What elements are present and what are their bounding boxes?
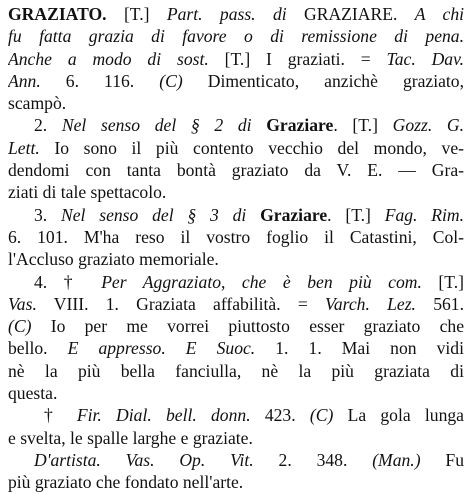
text-segment: D'artista. Vas. Op. Vit. [34, 449, 254, 470]
entry-line [8, 315, 464, 337]
entry-line [8, 25, 464, 47]
entry-line [8, 449, 464, 471]
text-segment: (C) [159, 70, 183, 91]
text-segment: GRAZIATO. [8, 4, 107, 24]
text-segment: Gozz. G. [392, 115, 464, 136]
text-segment: (C) [8, 316, 32, 337]
entry-line [8, 226, 464, 248]
text-segment: E appresso. E Suoc. [67, 338, 256, 359]
text-segment: 1. 1. Mai non vidi [255, 338, 464, 359]
entry-line [8, 427, 464, 449]
text-segment: GRAZIARE [304, 4, 393, 24]
text-segment: questa. [8, 383, 58, 404]
text-segment: 3. [34, 204, 61, 225]
text-segment: di [255, 4, 304, 24]
text-segment: Io per me vorrei piuttosto esser graziato che [31, 316, 464, 337]
text-segment: dendomi con tanta bontà graziato da V. E. — Gra- [8, 160, 464, 181]
text-segment: ziati di tale spettacolo. [8, 182, 167, 203]
text-segment: (C) [309, 405, 334, 426]
text-segment: Per Aggraziato, che è ben più com. [101, 271, 422, 292]
text-segment: Nel senso del § 3 di [61, 204, 261, 225]
entry-line [8, 382, 464, 404]
text-segment: Dimenticato, anzichè graziato, [182, 70, 464, 91]
entry-line [8, 271, 464, 293]
text-segment: . [T.] [333, 115, 393, 136]
text-segment: . [392, 4, 415, 24]
text-segment: 561. [415, 293, 464, 314]
text-segment: . [T.] [327, 204, 385, 225]
text-segment: La gola lunga [333, 405, 464, 426]
text-segment: [T.] [421, 271, 464, 292]
entry-line [8, 204, 464, 226]
text-segment: 4. † [34, 271, 102, 292]
text-segment: Fu [420, 449, 464, 470]
text-segment: Part. pass. [166, 4, 256, 24]
text-segment: 6. 101. M'ha reso il vostro foglio il Catastini, Col- [8, 226, 464, 247]
entry-line [8, 471, 464, 493]
text-segment: e svelta, le spalle larghe e graziate. [8, 427, 253, 448]
entry-line [8, 337, 464, 359]
text-segment: 2. [34, 115, 62, 136]
entry-line [8, 70, 464, 92]
entry-line [8, 3, 464, 25]
text-segment: A chi [414, 4, 464, 24]
text-segment: Nel senso del § 2 di [61, 115, 267, 136]
text-segment: bello. [8, 338, 68, 359]
text-segment: nè la più bella fanciulla, nè la più graziata di [8, 360, 464, 381]
entry-line [8, 248, 464, 270]
text-segment: Ann. [8, 70, 41, 91]
entry-line [8, 360, 464, 382]
entry-line [8, 92, 464, 114]
text-segment: 423. [250, 405, 310, 426]
text-segment: [T.] [106, 4, 167, 24]
text-segment: Io sono il più contento vecchio del mondo, ve- [39, 137, 464, 158]
text-segment: Fir. Dial. bell. donn. [76, 405, 251, 426]
text-segment: più graziato che fondato nell'arte. [8, 472, 244, 493]
text-segment: (Man.) [372, 449, 421, 470]
text-segment: fu fatta grazia di favore o di remissione di pena. [8, 26, 464, 47]
text-segment: 6. 116. [40, 70, 160, 91]
entry-line [8, 181, 464, 203]
text-segment: Graziare [266, 115, 334, 136]
entry-line [8, 137, 464, 159]
text-segment: Fag. Rim. [384, 204, 464, 225]
entry-line [8, 159, 464, 181]
text-segment: 2. 348. [253, 449, 373, 470]
text-segment: Anche a modo di sost. [8, 48, 209, 69]
entry-line [8, 48, 464, 70]
text-segment: † [44, 405, 77, 426]
text-segment: [T.] I graziati. = [208, 48, 387, 69]
entry-line [8, 293, 464, 315]
text-segment: Tac. Dav. [386, 48, 464, 69]
text-segment: VIII. 1. Graziata affabilità. = [36, 293, 326, 314]
text-segment: l'Accluso graziato memoriale. [8, 249, 219, 270]
entry-line [8, 114, 464, 136]
text-segment: Graziare [260, 204, 328, 225]
text-segment: Vas. [8, 293, 37, 314]
text-segment: Lett. [8, 137, 40, 158]
entry-line [8, 404, 464, 426]
text-segment: Varch. Lez. [325, 293, 416, 314]
text-segment: scampò. [8, 93, 67, 114]
